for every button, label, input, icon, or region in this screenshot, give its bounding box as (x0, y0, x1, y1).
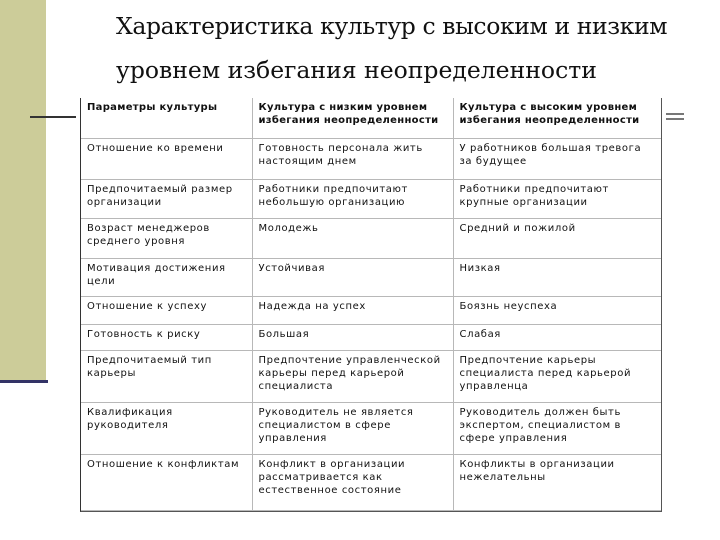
header-high-avoidance: Культура с высоким уровнем избегания неопределенности (453, 98, 661, 138)
header-parameters: Параметры культуры (81, 98, 252, 138)
row-parameter: Отношение ко времени (81, 138, 252, 179)
comparison-table (81, 98, 661, 511)
left-accent-underline (0, 380, 48, 383)
right-divider-rule (666, 113, 684, 122)
row-parameter: Предпочитаемый тип карьеры (81, 350, 252, 402)
row-parameter: Мотивация достижения цели (81, 258, 252, 296)
row-parameter: Отношение к успеху (81, 296, 252, 324)
table-row (81, 296, 661, 324)
row-high-value: Предпочтение карьеры специалиста перед карьерой управленца (453, 350, 661, 402)
row-low-value: Готовность персонала жить настоящим днем (252, 138, 453, 179)
left-accent-bar (0, 0, 46, 382)
row-low-value: Конфликт в организации рассматривается как естественное состояние (252, 454, 453, 511)
slide-title (116, 4, 696, 92)
table-row (81, 218, 661, 258)
row-high-value: У работников большая тревога за будущее (453, 138, 661, 179)
table-row (81, 324, 661, 350)
table-row (81, 138, 661, 179)
row-low-value: Работники предпочитают небольшую организацию (252, 179, 453, 218)
row-parameter: Готовность к риску (81, 324, 252, 350)
row-low-value: Большая (252, 324, 453, 350)
table-row (81, 350, 661, 402)
row-high-value: Слабая (453, 324, 661, 350)
row-high-value: Боязнь неуспеха (453, 296, 661, 324)
row-parameter: Возраст менеджеров среднего уровня (81, 218, 252, 258)
row-low-value: Предпочтение управленческой карьеры перед карьерой специалиста (252, 350, 453, 402)
table-row (81, 454, 661, 511)
row-high-value: Руководитель должен быть экспертом, специалистом в сфере управления (453, 402, 661, 454)
table-row (81, 402, 661, 454)
row-low-value: Надежда на успех (252, 296, 453, 324)
row-high-value: Конфликты в организации нежелательны (453, 454, 661, 511)
comparison-table-container (80, 98, 662, 512)
table-header-row (81, 98, 661, 138)
row-low-value: Молодежь (252, 218, 453, 258)
row-low-value: Руководитель не является специалистом в сфере управления (252, 402, 453, 454)
header-low-avoidance: Культура с низким уровнем избегания неопределенности (252, 98, 453, 138)
left-divider-rule (30, 116, 76, 118)
table-row (81, 179, 661, 218)
row-parameter: Предпочитаемый размер организации (81, 179, 252, 218)
row-parameter: Квалификация руководителя (81, 402, 252, 454)
row-high-value: Работники предпочитают крупные организации (453, 179, 661, 218)
row-low-value: Устойчивая (252, 258, 453, 296)
slide-title-line-1: Характеристика культур с высоким и низким (116, 12, 668, 40)
table-row (81, 258, 661, 296)
row-high-value: Низкая (453, 258, 661, 296)
row-high-value: Средний и пожилой (453, 218, 661, 258)
row-parameter: Отношение к конфликтам (81, 454, 252, 511)
slide-title-line-2: уровнем избегания неопределенности (116, 56, 597, 84)
